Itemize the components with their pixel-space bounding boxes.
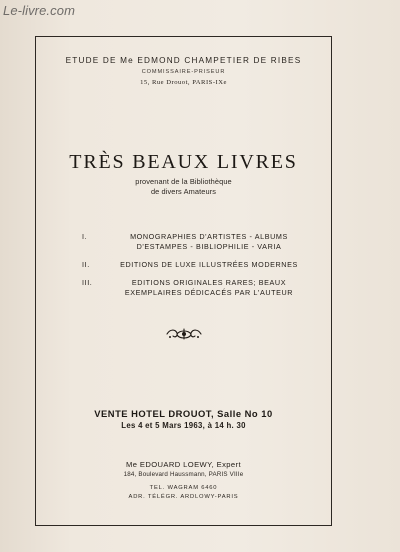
expert-address: 184, Boulevard Haussmann, PARIS VIIIe <box>123 471 244 478</box>
section-text: MONOGRAPHIES D'ARTISTES - ALBUMS D'ESTAMPES - BIBLIOPHILIE - VARIA <box>130 232 288 251</box>
sale-dates: Les 4 et 5 Mars 1963, à 14 h. 30 <box>121 421 246 430</box>
sale-venue: VENTE HOTEL DROUOT, Salle No 10 <box>94 408 273 419</box>
etude-address: 15, Rue Drouot, PARIS-IXe <box>140 79 227 86</box>
ornament-vignette-graphic <box>164 327 204 341</box>
sections-list <box>82 232 322 306</box>
ornament-vignette-icon <box>36 327 331 346</box>
cover-frame <box>35 36 332 526</box>
watermark-text: Le-livre.com <box>3 3 75 18</box>
expert-name: Me EDOUARD LOEWY, Expert <box>126 460 241 469</box>
etude-role: COMMISSAIRE-PRISEUR <box>141 69 226 75</box>
subtitle-line-1: provenant de la Bibliothèque <box>135 177 232 186</box>
expert-telephone: TEL. WAGRAM 6460 <box>149 485 218 491</box>
section-item <box>82 260 322 270</box>
section-item <box>82 278 322 298</box>
subtitle-line-2: de divers Amateurs <box>150 187 217 196</box>
section-number: III. <box>82 278 93 287</box>
section-number: I. <box>82 232 88 241</box>
main-title: TRÈS BEAUX LIVRES <box>69 151 298 173</box>
expert-telegraph: ADR. TÉLÉGR. ARDLOWY-PARIS <box>128 494 239 500</box>
etude-heading: ETUDE DE Me EDMOND CHAMPETIER DE RIBES <box>65 56 302 65</box>
section-text: EDITIONS DE LUXE ILLUSTRÉES MODERNES <box>120 260 298 269</box>
section-item <box>82 232 322 252</box>
section-text: EDITIONS ORIGINALES RARES; BEAUX EXEMPLAIRES DÉDICACÉS PAR L'AUTEUR <box>124 278 294 297</box>
section-number: II. <box>82 260 90 269</box>
